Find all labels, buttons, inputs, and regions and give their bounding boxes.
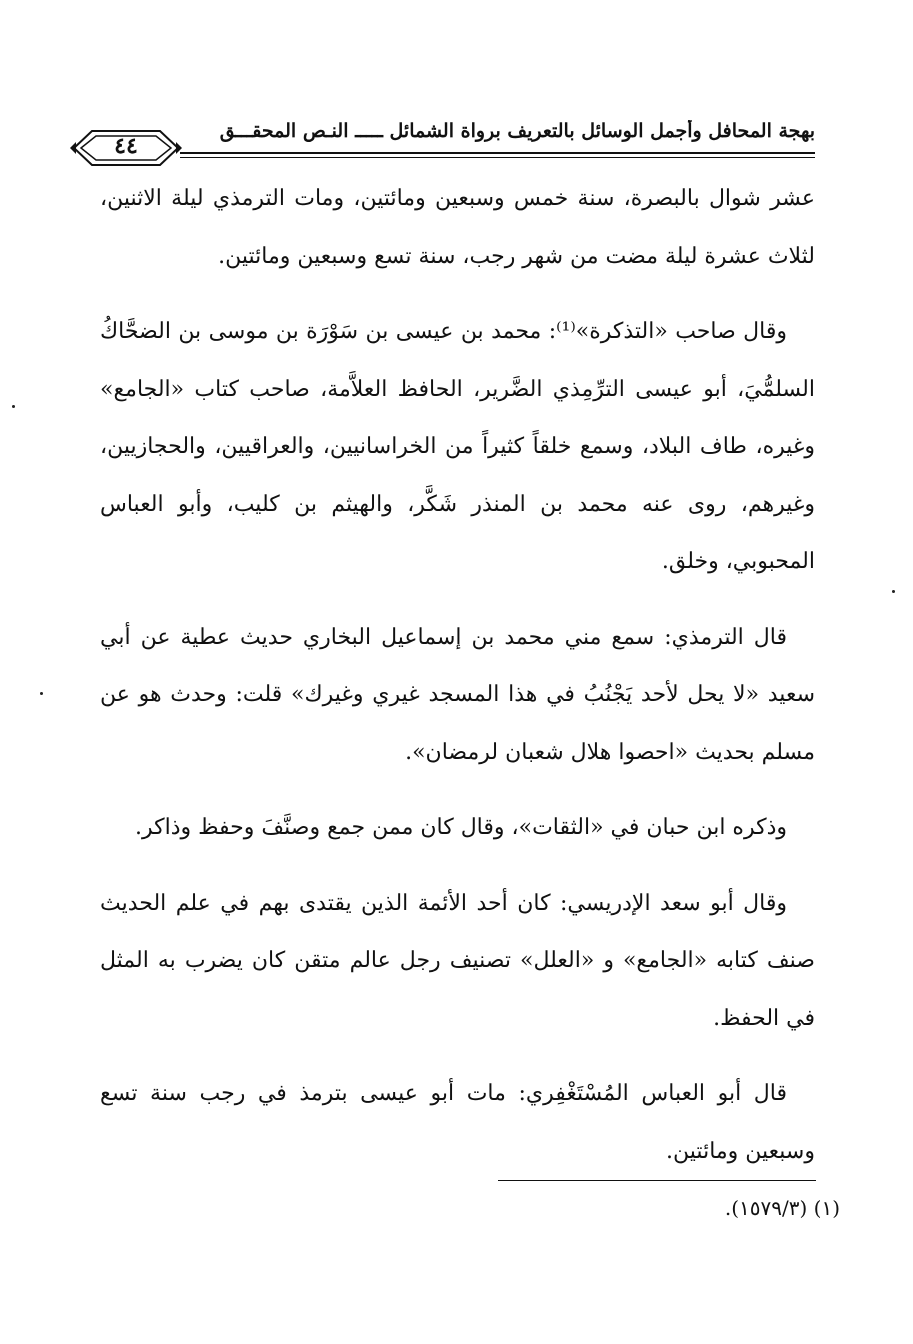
scan-dot xyxy=(40,692,43,695)
scan-dot xyxy=(892,590,895,593)
footnote-rule xyxy=(498,1180,816,1181)
paragraph: وذكره ابن حبان في «الثقات»، وقال كان ممن جمع وصنَّفَ وحفظ وذاكر. xyxy=(135,815,787,840)
paragraph: وقال صاحب «التذكرة»⁽¹⁾: محمد بن عيسى بن سَوْرَة بن موسى بن الضحَّاكُ السلمُّيَ، أبو عيسى الترِّمِذي الضَّرير، الحافظ العلاَّمة، صاحب كتاب «الجامع» وغيره، طاف البلاد، وسمع خلقاً كثيراً من الخراسانيين، والعراقيين، والحجازيين، وغيرهم، روى عنه محمد بن المنذر شَكَّر، والهيثم بن كليب، وأبو العباس المحبوبي، وخلق. xyxy=(100,319,815,574)
header-title: بهجة المحافل وأجمل الوسائل بالتعريف برواة الشمائل ـــــ النـص المحقـــق xyxy=(219,120,815,142)
header-rule xyxy=(180,152,815,154)
paragraph: قال الترمذي: سمع مني محمد بن إسماعيل البخاري حديث عطية عن أبي سعيد «لا يحل لأحد يَجْنُبُ في هذا المسجد غيري وغيرك» قلت: وحدث هو عن مسلم بحديث «احصوا هلال شعبان لرمضان». xyxy=(100,624,815,765)
footnote: (١) (١٥٧٩/٣). xyxy=(724,1196,840,1220)
paragraph: قال أبو العباس المُسْتَغْفِري: مات أبو عيسى بترمذ في رجب سنة تسع وسبعين ومائتين. xyxy=(100,1081,815,1164)
header-rule-thin xyxy=(180,157,815,158)
page-number: ٤٤ xyxy=(114,133,138,159)
body-text xyxy=(100,170,815,1198)
running-header xyxy=(70,108,815,168)
paragraph: وقال أبو سعد الإدريسي: كان أحد الأئمة الذين يقتدى بهم في علم الحديث صنف كتابه «الجامع» و «العلل» تصنيف رجل عالم متقن كان يضرب به المثل في الحفظ. xyxy=(100,890,815,1031)
scan-dot xyxy=(12,405,15,408)
page-number-badge xyxy=(70,128,182,168)
paragraph: عشر شوال بالبصرة، سنة خمس وسبعين ومائتين، ومات الترمذي ليلة الاثنين، لثلاث عشرة ليلة مضت من شهر رجب، سنة تسع وسبعين ومائتين. xyxy=(100,186,815,269)
